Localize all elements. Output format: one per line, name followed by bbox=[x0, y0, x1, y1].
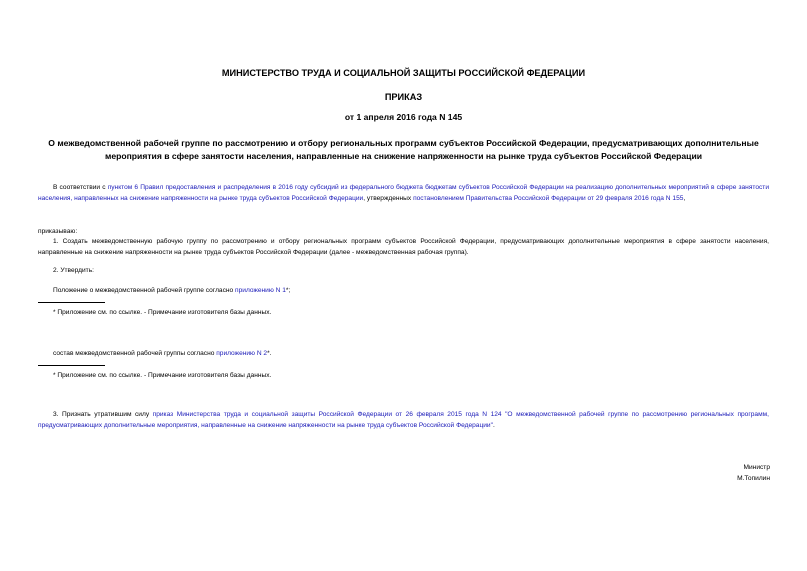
signature-name: М.Топилин bbox=[737, 475, 770, 482]
order-word: приказываю: bbox=[38, 228, 78, 235]
rules-link[interactable]: пунктом 6 Правил предоставления и распределения в 2016 году субсидий из федерального бюджета бюджетам субъектов Российской Федерации на реализацию дополнительных мероприятий в сфере занятости населения, направленных на снижение напряженности на рынке труда субъектов Российской Федерации bbox=[38, 184, 770, 202]
preamble-text-1: В соответствии с bbox=[53, 184, 108, 191]
item-1-paragraph: 1. Создать межведомственную рабочую группу по рассмотрению и отбору региональных программ субъектов Российской Федерации, предусматривающих дополнительные мероприятия в сфере занятости населения, направленные на снижение напряженности на рынке труда субъектов Российской Федерации (далее - межведомственная рабочая группа). bbox=[38, 238, 769, 256]
document-type: ПРИКАЗ bbox=[384, 92, 423, 102]
preamble-text-3: , bbox=[683, 195, 686, 202]
footnote-1: * Приложение см. по ссылке. - Примечание изготовителя базы данных. bbox=[53, 309, 272, 316]
government-decree-link[interactable]: постановлением Правительства Российской Федерации от 29 февраля 2016 года N 155 bbox=[413, 195, 684, 202]
signature-position: Министр bbox=[743, 464, 770, 471]
footnote-divider bbox=[38, 302, 105, 303]
approve-regulation-tail: *; bbox=[285, 287, 291, 294]
item-3-paragraph bbox=[38, 409, 769, 431]
item-3-tail: . bbox=[492, 422, 495, 429]
item-2-paragraph: 2. Утвердить: bbox=[53, 267, 94, 274]
approve-composition-tail: *. bbox=[267, 350, 272, 357]
document-date-number: от 1 апреля 2016 года N 145 bbox=[344, 112, 463, 122]
footnote-divider bbox=[38, 365, 105, 366]
approve-composition-paragraph bbox=[38, 348, 769, 359]
document-title: О межведомственной рабочей группе по рассмотрению и отбору региональных программ субъектов Российской Федерации, предусматривающих дополнительные мероприятия в сфере занятости населения, направленные на снижение напряженности на рынке труда субъектов Российской Федерации bbox=[48, 138, 759, 161]
approve-regulation-paragraph bbox=[38, 285, 769, 296]
approve-regulation-text: Положение о межведомственной рабочей группе согласно bbox=[53, 287, 236, 294]
preamble-text-2: , утвержденных bbox=[363, 195, 414, 202]
repealed-order-link[interactable]: приказ Министерства труда и социальной защиты Российской Федерации от 26 февраля 2015 года N 124 "О межведомственной рабочей группе по рассмотрению региональных программ, предусматривающих дополнительные мероприятия, направленные на снижение напряженности на рынке труда субъектов Российской Федерации" bbox=[38, 411, 769, 429]
appendix-1-link[interactable]: приложению N 1 bbox=[235, 287, 286, 294]
item-3-text: 3. Признать утратившим силу bbox=[53, 411, 153, 418]
approve-composition-text: состав межведомственной рабочей группы согласно bbox=[53, 350, 217, 357]
preamble-paragraph bbox=[38, 182, 769, 204]
appendix-2-link[interactable]: приложению N 2 bbox=[216, 350, 268, 357]
ministry-heading: МИНИСТЕРСТВО ТРУДА И СОЦИАЛЬНОЙ ЗАЩИТЫ РОССИЙСКОЙ ФЕДЕРАЦИИ bbox=[221, 68, 586, 78]
footnote-2: * Приложение см. по ссылке. - Примечание изготовителя базы данных. bbox=[53, 372, 272, 379]
